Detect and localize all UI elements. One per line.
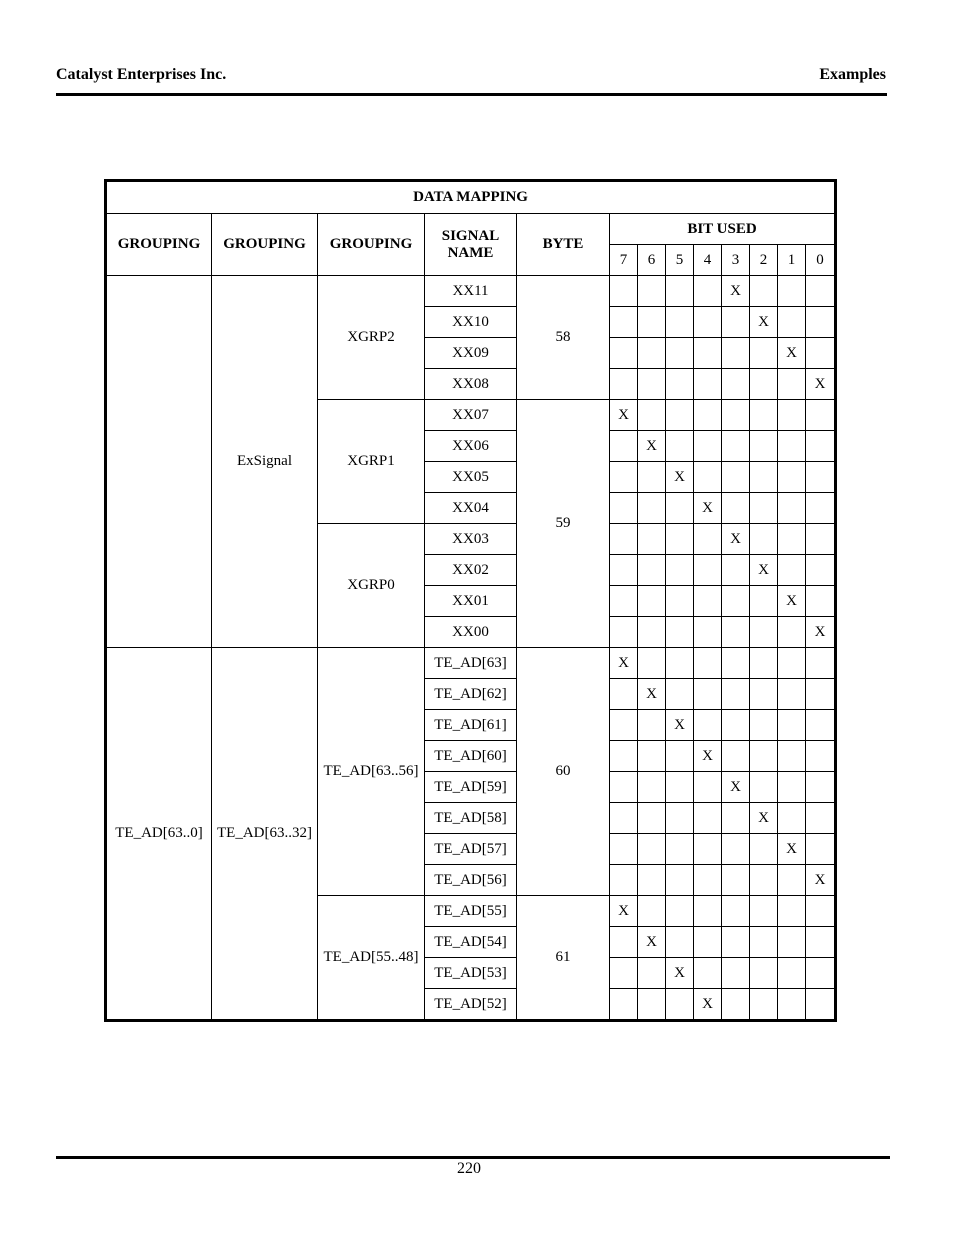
bit-cell — [750, 834, 778, 865]
bit-cell — [806, 276, 836, 307]
bit-cell — [610, 958, 638, 989]
bit-cell — [694, 772, 722, 803]
bit-cell — [778, 741, 806, 772]
byte-cell: 60 — [517, 648, 610, 896]
bit-cell — [806, 710, 836, 741]
bit-cell — [638, 524, 666, 555]
bit-cell — [666, 617, 694, 648]
bit-number-header: 7 — [610, 245, 638, 276]
bit-cell — [694, 896, 722, 927]
bit-mark: X — [610, 896, 638, 927]
bit-mark: X — [694, 989, 722, 1021]
bit-cell — [666, 493, 694, 524]
bit-cell — [610, 834, 638, 865]
bit-mark: X — [722, 772, 750, 803]
bit-cell — [750, 679, 778, 710]
page-number: 220 — [457, 1160, 481, 1177]
bit-mark: X — [778, 338, 806, 369]
bit-mark: X — [806, 865, 836, 896]
group-xgrp2: XGRP2 — [318, 276, 425, 400]
bit-cell — [722, 307, 750, 338]
bit-cell — [806, 586, 836, 617]
bit-cell — [778, 803, 806, 834]
bit-cell — [666, 400, 694, 431]
section-title: Examples — [819, 66, 886, 83]
company-name: Catalyst Enterprises Inc. — [56, 66, 227, 83]
bit-cell — [750, 958, 778, 989]
bit-cell — [750, 772, 778, 803]
bit-cell — [610, 865, 638, 896]
footer-rule — [56, 1156, 890, 1159]
bit-cell — [638, 338, 666, 369]
group-exsignal: ExSignal — [212, 276, 318, 648]
bit-cell — [666, 276, 694, 307]
bit-cell — [722, 369, 750, 400]
bit-cell — [694, 617, 722, 648]
bit-cell — [722, 834, 750, 865]
bit-cell — [694, 524, 722, 555]
bit-cell — [638, 586, 666, 617]
bit-cell — [722, 958, 750, 989]
bit-cell — [750, 927, 778, 958]
page-header — [56, 66, 886, 86]
group-te-ad-63-32: TE_AD[63..32] — [212, 648, 318, 1021]
bit-cell — [806, 400, 836, 431]
bit-cell — [806, 307, 836, 338]
bit-cell — [666, 896, 694, 927]
grouping-header-2: GROUPING — [212, 214, 318, 276]
bit-cell — [610, 524, 638, 555]
bit-cell — [750, 586, 778, 617]
bit-cell — [610, 710, 638, 741]
bit-cell — [750, 710, 778, 741]
byte-cell: 59 — [517, 400, 610, 648]
bit-cell — [778, 772, 806, 803]
bit-cell — [750, 896, 778, 927]
bit-cell — [806, 648, 836, 679]
bit-mark: X — [610, 400, 638, 431]
bit-cell — [722, 431, 750, 462]
bit-cell — [778, 431, 806, 462]
bit-cell — [778, 276, 806, 307]
bit-cell — [750, 617, 778, 648]
bit-cell — [638, 989, 666, 1021]
bit-cell — [750, 462, 778, 493]
bit-cell — [610, 462, 638, 493]
byte-header: BYTE — [517, 214, 610, 276]
bit-cell — [638, 369, 666, 400]
bit-cell — [750, 524, 778, 555]
bit-cell — [694, 865, 722, 896]
byte-cell: 58 — [517, 276, 610, 400]
bit-number-header: 0 — [806, 245, 836, 276]
signal-header-line2: NAME — [447, 244, 494, 261]
bit-mark: X — [750, 555, 778, 586]
bit-cell — [722, 927, 750, 958]
signal-name-header — [425, 214, 517, 276]
bit-number-header: 2 — [750, 245, 778, 276]
bit-cell — [694, 369, 722, 400]
bit-cell — [638, 648, 666, 679]
bit-cell — [610, 989, 638, 1021]
bit-cell — [750, 493, 778, 524]
bit-cell — [778, 400, 806, 431]
bit-mark: X — [694, 741, 722, 772]
bit-cell — [638, 276, 666, 307]
bit-cell — [778, 865, 806, 896]
bit-cell — [750, 276, 778, 307]
signal-header-line1: SIGNAL — [441, 227, 500, 244]
bit-cell — [778, 493, 806, 524]
bit-cell — [638, 493, 666, 524]
group-te-ad-55-48: TE_AD[55..48] — [318, 896, 425, 1021]
bit-number-header: 5 — [666, 245, 694, 276]
bit-cell — [694, 431, 722, 462]
bit-cell — [722, 493, 750, 524]
bit-cell — [722, 617, 750, 648]
bit-cell — [806, 803, 836, 834]
bit-cell — [638, 741, 666, 772]
bit-cell — [778, 896, 806, 927]
signal-name-cell: TE_AD[63] — [425, 648, 517, 679]
bit-cell — [722, 896, 750, 927]
bit-cell — [610, 493, 638, 524]
bit-cell — [806, 679, 836, 710]
bit-cell — [638, 617, 666, 648]
group-xgrp0: XGRP0 — [318, 524, 425, 648]
bit-cell — [666, 431, 694, 462]
bit-cell — [638, 462, 666, 493]
bit-cell — [610, 307, 638, 338]
bit-cell — [778, 989, 806, 1021]
bit-cell — [694, 710, 722, 741]
bit-cell — [666, 679, 694, 710]
bit-cell — [638, 958, 666, 989]
signal-name-cell: TE_AD[61] — [425, 710, 517, 741]
bit-cell — [694, 927, 722, 958]
bit-used-header: BIT USED — [610, 214, 836, 245]
bit-cell — [806, 493, 836, 524]
bit-mark: X — [638, 679, 666, 710]
header-rule — [56, 93, 887, 96]
bit-cell — [610, 803, 638, 834]
bit-mark: X — [722, 276, 750, 307]
bit-cell — [694, 400, 722, 431]
signal-name-cell: TE_AD[54] — [425, 927, 517, 958]
bit-mark: X — [778, 834, 806, 865]
bit-cell — [750, 369, 778, 400]
bit-cell — [778, 524, 806, 555]
bit-cell — [806, 338, 836, 369]
bit-cell — [638, 896, 666, 927]
signal-name-cell: TE_AD[57] — [425, 834, 517, 865]
bit-cell — [666, 927, 694, 958]
bit-cell — [806, 896, 836, 927]
signal-name-cell: XX01 — [425, 586, 517, 617]
bit-cell — [638, 803, 666, 834]
bit-cell — [694, 462, 722, 493]
bit-cell — [610, 276, 638, 307]
bit-mark: X — [750, 307, 778, 338]
bit-mark: X — [694, 493, 722, 524]
bit-cell — [806, 741, 836, 772]
bit-cell — [610, 555, 638, 586]
signal-name-cell: XX03 — [425, 524, 517, 555]
bit-cell — [722, 710, 750, 741]
bit-mark: X — [638, 431, 666, 462]
signal-name-cell: TE_AD[56] — [425, 865, 517, 896]
signal-name-cell: XX10 — [425, 307, 517, 338]
data-mapping-table — [104, 179, 837, 1022]
bit-cell — [666, 834, 694, 865]
bit-cell — [778, 958, 806, 989]
bit-cell — [722, 648, 750, 679]
bit-cell — [806, 431, 836, 462]
signal-name-cell: TE_AD[62] — [425, 679, 517, 710]
byte-cell: 61 — [517, 896, 610, 1021]
bit-cell — [638, 307, 666, 338]
bit-cell — [694, 586, 722, 617]
bit-cell — [694, 958, 722, 989]
bit-mark: X — [666, 462, 694, 493]
bit-cell — [750, 431, 778, 462]
bit-cell — [722, 462, 750, 493]
bit-cell — [806, 989, 836, 1021]
signal-name-cell: XX09 — [425, 338, 517, 369]
bit-cell — [694, 276, 722, 307]
bit-cell — [722, 400, 750, 431]
grouping1-empty — [106, 276, 212, 648]
bit-cell — [722, 555, 750, 586]
bit-cell — [778, 462, 806, 493]
table-row — [106, 648, 836, 679]
bit-cell — [722, 865, 750, 896]
bit-mark: X — [666, 958, 694, 989]
bit-cell — [666, 772, 694, 803]
bit-mark: X — [638, 927, 666, 958]
bit-cell — [666, 307, 694, 338]
signal-name-cell: TE_AD[59] — [425, 772, 517, 803]
bit-cell — [806, 927, 836, 958]
signal-name-cell: XX00 — [425, 617, 517, 648]
bit-cell — [694, 803, 722, 834]
signal-name-cell: XX06 — [425, 431, 517, 462]
bit-cell — [806, 958, 836, 989]
bit-cell — [806, 772, 836, 803]
bit-cell — [722, 803, 750, 834]
bit-cell — [610, 927, 638, 958]
bit-cell — [694, 834, 722, 865]
bit-cell — [666, 524, 694, 555]
bit-mark: X — [778, 586, 806, 617]
bit-cell — [638, 710, 666, 741]
bit-mark: X — [610, 648, 638, 679]
bit-cell — [778, 369, 806, 400]
group-xgrp1: XGRP1 — [318, 400, 425, 524]
signal-name-cell: XX11 — [425, 276, 517, 307]
bit-cell — [750, 648, 778, 679]
bit-cell — [778, 927, 806, 958]
bit-cell — [638, 772, 666, 803]
bit-number-header: 4 — [694, 245, 722, 276]
bit-cell — [666, 989, 694, 1021]
group-te-ad-63-0: TE_AD[63..0] — [106, 648, 212, 1021]
bit-cell — [778, 307, 806, 338]
bit-cell — [610, 586, 638, 617]
bit-mark: X — [750, 803, 778, 834]
bit-cell — [778, 679, 806, 710]
bit-cell — [694, 648, 722, 679]
bit-cell — [666, 741, 694, 772]
bit-mark: X — [666, 710, 694, 741]
bit-cell — [750, 400, 778, 431]
bit-cell — [666, 865, 694, 896]
bit-cell — [750, 338, 778, 369]
bit-cell — [722, 989, 750, 1021]
bit-mark: X — [722, 524, 750, 555]
signal-name-cell: XX05 — [425, 462, 517, 493]
bit-cell — [666, 648, 694, 679]
bit-cell — [638, 400, 666, 431]
bit-cell — [806, 462, 836, 493]
bit-cell — [638, 865, 666, 896]
signal-name-cell: XX02 — [425, 555, 517, 586]
bit-cell — [610, 431, 638, 462]
bit-cell — [694, 338, 722, 369]
signal-name-cell: XX08 — [425, 369, 517, 400]
signal-name-cell: TE_AD[52] — [425, 989, 517, 1021]
bit-cell — [666, 555, 694, 586]
signal-name-cell: TE_AD[58] — [425, 803, 517, 834]
bit-cell — [778, 555, 806, 586]
grouping-header-3: GROUPING — [318, 214, 425, 276]
bit-cell — [722, 586, 750, 617]
bit-cell — [610, 369, 638, 400]
signal-name-cell: TE_AD[60] — [425, 741, 517, 772]
bit-cell — [694, 307, 722, 338]
group-te-ad-63-56: TE_AD[63..56] — [318, 648, 425, 896]
bit-cell — [638, 834, 666, 865]
bit-cell — [722, 679, 750, 710]
bit-cell — [806, 555, 836, 586]
bit-cell — [694, 555, 722, 586]
bit-cell — [722, 741, 750, 772]
bit-cell — [778, 617, 806, 648]
bit-cell — [610, 741, 638, 772]
bit-cell — [666, 338, 694, 369]
bit-cell — [610, 338, 638, 369]
bit-cell — [806, 834, 836, 865]
bit-cell — [694, 679, 722, 710]
bit-cell — [610, 617, 638, 648]
signal-name-cell: XX04 — [425, 493, 517, 524]
bit-cell — [666, 369, 694, 400]
bit-cell — [750, 989, 778, 1021]
bit-mark: X — [806, 369, 836, 400]
signal-name-cell: TE_AD[55] — [425, 896, 517, 927]
table-title: DATA MAPPING — [106, 181, 836, 214]
signal-name-cell: TE_AD[53] — [425, 958, 517, 989]
bit-cell — [750, 865, 778, 896]
bit-mark: X — [806, 617, 836, 648]
bit-cell — [610, 679, 638, 710]
bit-cell — [610, 772, 638, 803]
bit-cell — [806, 524, 836, 555]
bit-cell — [638, 555, 666, 586]
bit-number-header: 1 — [778, 245, 806, 276]
signal-name-cell: XX07 — [425, 400, 517, 431]
table-row — [106, 276, 836, 307]
bit-cell — [778, 710, 806, 741]
grouping-header-1: GROUPING — [106, 214, 212, 276]
bit-number-header: 3 — [722, 245, 750, 276]
bit-cell — [666, 803, 694, 834]
bit-number-header: 6 — [638, 245, 666, 276]
bit-cell — [778, 648, 806, 679]
bit-cell — [666, 586, 694, 617]
bit-cell — [750, 741, 778, 772]
bit-cell — [722, 338, 750, 369]
